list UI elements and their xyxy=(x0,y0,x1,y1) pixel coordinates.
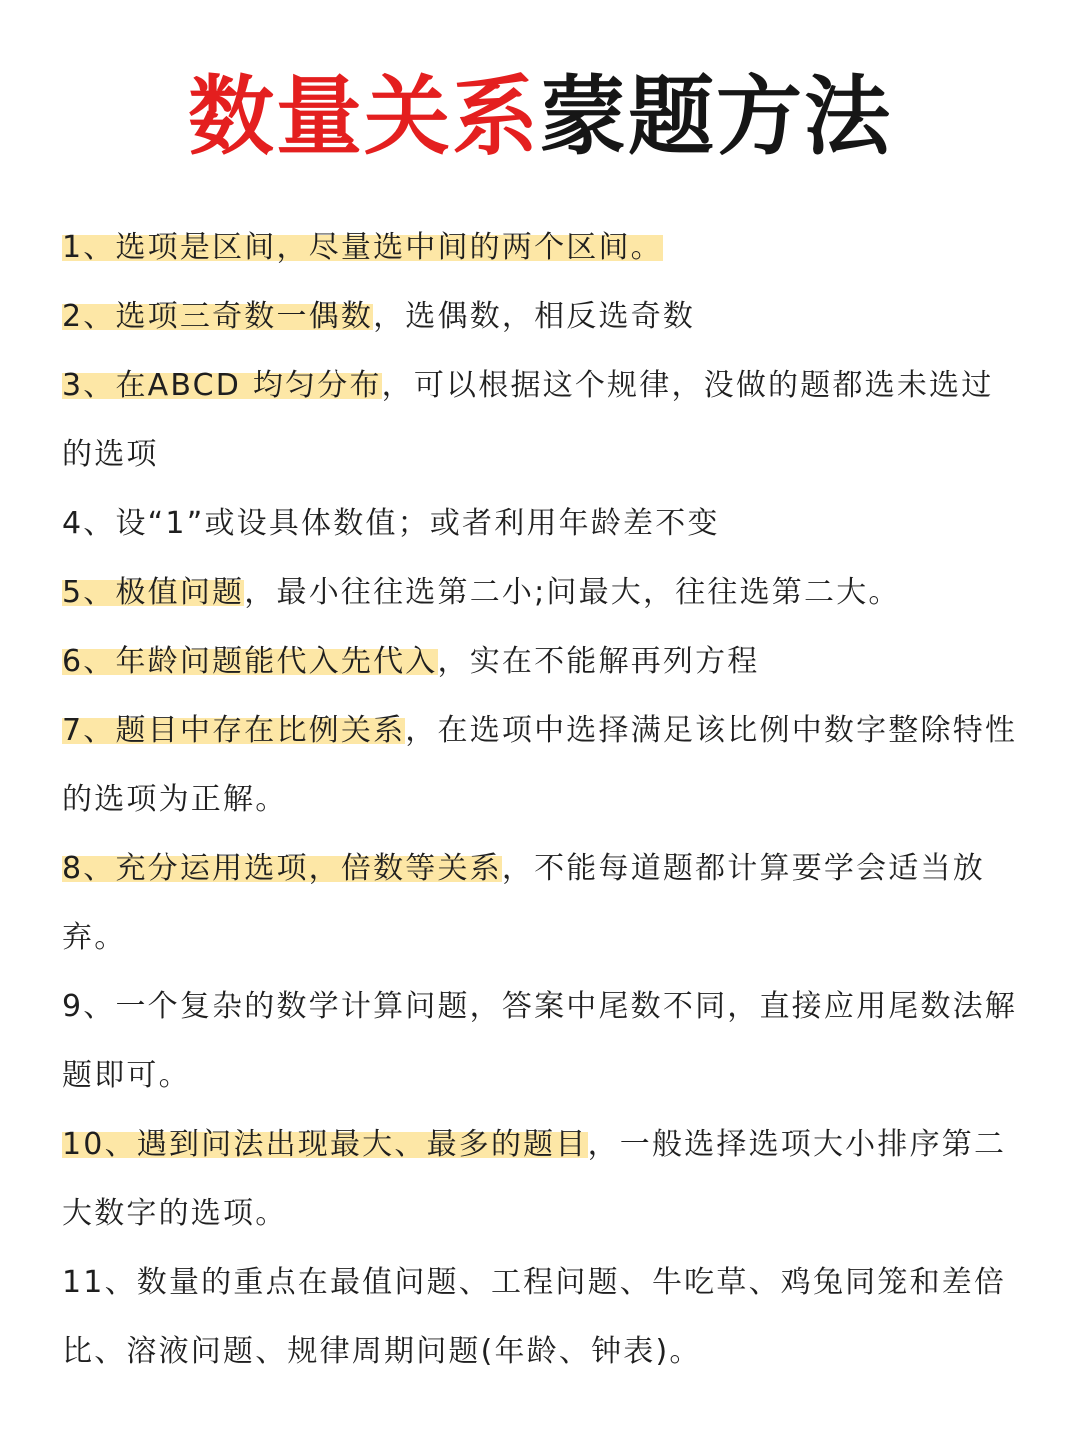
tip-highlight: 2、选项三奇数一偶数 xyxy=(62,299,374,334)
tip-item-11 xyxy=(62,1248,1022,1386)
tips-list xyxy=(62,213,1022,1386)
tip-highlight: 7、题目中存在比例关系 xyxy=(62,713,406,748)
tip-item-9 xyxy=(62,972,1022,1110)
tip-text: 9、一个复杂的数学计算问题，答案中尾数不同，直接应用尾数法解题即可。 xyxy=(62,989,1018,1093)
tip-text: ，最小往往选第二小;问最大，往往选第二大。 xyxy=(244,575,901,610)
tip-text: ，在选项中选择满足该比例中数字整除特性的选项为正解。 xyxy=(62,713,1018,817)
tip-item-2 xyxy=(62,282,1022,351)
tip-highlight: 5、极值问题 xyxy=(62,575,245,610)
tip-item-10 xyxy=(62,1110,1022,1248)
tip-highlight: 3、在ABCD 均匀分布 xyxy=(62,368,382,403)
page-title xyxy=(0,62,1080,172)
tip-item-8 xyxy=(62,834,1022,972)
tip-item-4 xyxy=(62,489,1022,558)
tip-highlight: 8、充分运用选项，倍数等关系 xyxy=(62,851,502,886)
tip-text: ，选偶数，相反选奇数 xyxy=(373,299,696,334)
tip-text: ，一般选择选项大小排序第二大数字的选项。 xyxy=(62,1127,1007,1231)
tip-text: 11、数量的重点在最值问题、工程问题、牛吃草、鸡兔同笼和差倍比、溶液问题、规律周期问题(年龄、钟表)。 xyxy=(62,1265,1007,1369)
tip-text: 4、设“1”或设具体数值；或者利用年龄差不变 xyxy=(62,506,720,541)
tip-item-5 xyxy=(62,558,1022,627)
tip-item-6 xyxy=(62,627,1022,696)
tip-highlight: 10、遇到问法出现最大、最多的题目 xyxy=(62,1127,588,1162)
tip-text: ，不能每道题都计算要学会适当放弃。 xyxy=(62,851,985,955)
tip-highlight: 6、年龄问题能代入先代入 xyxy=(62,644,438,679)
tip-item-1 xyxy=(62,213,1022,282)
tip-item-7 xyxy=(62,696,1022,834)
tip-highlight: 1、选项是区间，尽量选中间的两个区间。 xyxy=(62,230,663,265)
tip-item-3 xyxy=(62,351,1022,489)
title-black-part: 蒙题方法 xyxy=(540,67,892,167)
tip-text: ，可以根据这个规律，没做的题都选未选过的选项 xyxy=(62,368,994,472)
tip-text: ，实在不能解再列方程 xyxy=(437,644,760,679)
title-red-part: 数量关系 xyxy=(188,67,540,167)
